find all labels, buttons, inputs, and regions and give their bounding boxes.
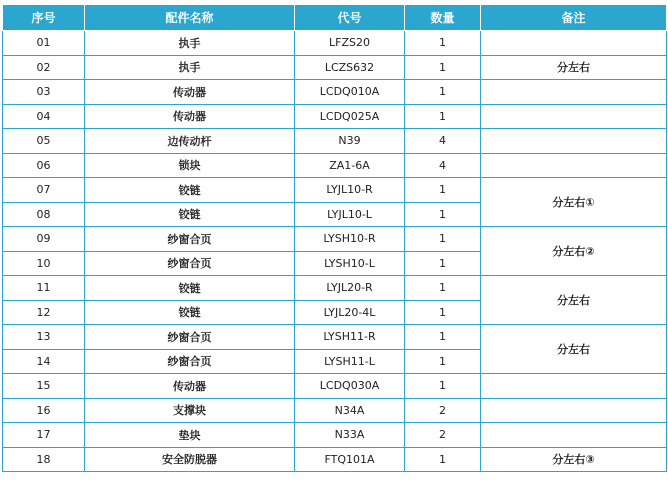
remark-cell xyxy=(481,129,667,154)
part-quantity: 1 xyxy=(405,178,481,203)
part-code: LYSH11-R xyxy=(295,325,405,350)
row-number: 15 xyxy=(3,374,85,399)
table-row xyxy=(3,31,667,56)
part-quantity: 1 xyxy=(405,325,481,350)
part-quantity: 2 xyxy=(405,423,481,448)
table-row xyxy=(3,178,667,203)
part-quantity: 4 xyxy=(405,129,481,154)
part-name: 铰链 xyxy=(85,202,295,227)
part-code: N33A xyxy=(295,423,405,448)
part-name: 传动器 xyxy=(85,104,295,129)
parts-table xyxy=(2,4,667,472)
row-number: 18 xyxy=(3,447,85,472)
part-name: 纱窗合页 xyxy=(85,227,295,252)
row-number: 08 xyxy=(3,202,85,227)
part-name: 铰链 xyxy=(85,300,295,325)
part-name: 传动器 xyxy=(85,80,295,105)
row-number: 10 xyxy=(3,251,85,276)
table-row xyxy=(3,104,667,129)
row-number: 01 xyxy=(3,31,85,56)
row-number: 04 xyxy=(3,104,85,129)
table-row xyxy=(3,447,667,472)
part-code: LYJL20-R xyxy=(295,276,405,301)
table-row xyxy=(3,153,667,178)
part-name: 铰链 xyxy=(85,276,295,301)
row-number: 07 xyxy=(3,178,85,203)
remark-cell xyxy=(481,104,667,129)
row-number: 13 xyxy=(3,325,85,350)
remark-cell xyxy=(481,374,667,399)
part-name: 支撑块 xyxy=(85,398,295,423)
part-quantity: 1 xyxy=(405,349,481,374)
part-name: 纱窗合页 xyxy=(85,325,295,350)
row-number: 14 xyxy=(3,349,85,374)
table-body xyxy=(3,31,667,472)
part-name: 锁块 xyxy=(85,153,295,178)
part-name: 安全防脱器 xyxy=(85,447,295,472)
part-quantity: 1 xyxy=(405,447,481,472)
row-number: 17 xyxy=(3,423,85,448)
table-row xyxy=(3,129,667,154)
part-name: 纱窗合页 xyxy=(85,349,295,374)
remark-cell: 分左右 xyxy=(481,325,667,374)
part-name: 纱窗合页 xyxy=(85,251,295,276)
table-row xyxy=(3,423,667,448)
part-code: LCZS632 xyxy=(295,55,405,80)
part-code: LCDQ010A xyxy=(295,80,405,105)
part-code: LYSH11-L xyxy=(295,349,405,374)
remark-cell: 分左右 xyxy=(481,276,667,325)
remark-cell: 分左右① xyxy=(481,178,667,227)
row-number: 16 xyxy=(3,398,85,423)
part-name: 传动器 xyxy=(85,374,295,399)
table-row xyxy=(3,55,667,80)
part-code: LYSH10-R xyxy=(295,227,405,252)
table-row xyxy=(3,227,667,252)
part-code: FTQ101A xyxy=(295,447,405,472)
row-number: 03 xyxy=(3,80,85,105)
part-quantity: 1 xyxy=(405,202,481,227)
remark-cell xyxy=(481,398,667,423)
remark-cell xyxy=(481,153,667,178)
remark-cell: 分左右 xyxy=(481,55,667,80)
part-name: 执手 xyxy=(85,31,295,56)
part-quantity: 1 xyxy=(405,104,481,129)
part-code: ZA1-6A xyxy=(295,153,405,178)
part-quantity: 1 xyxy=(405,31,481,56)
row-number: 02 xyxy=(3,55,85,80)
part-code: LYJL10-L xyxy=(295,202,405,227)
part-quantity: 2 xyxy=(405,398,481,423)
part-name: 垫块 xyxy=(85,423,295,448)
table-row xyxy=(3,325,667,350)
part-quantity: 1 xyxy=(405,227,481,252)
part-code: N34A xyxy=(295,398,405,423)
part-code: LYJL20-4L xyxy=(295,300,405,325)
part-name: 铰链 xyxy=(85,178,295,203)
part-quantity: 1 xyxy=(405,251,481,276)
part-quantity: 1 xyxy=(405,80,481,105)
row-number: 05 xyxy=(3,129,85,154)
header-remark: 备注 xyxy=(481,5,667,31)
part-code: N39 xyxy=(295,129,405,154)
remark-cell: 分左右② xyxy=(481,227,667,276)
part-code: LYSH10-L xyxy=(295,251,405,276)
row-number: 09 xyxy=(3,227,85,252)
header-no: 序号 xyxy=(3,5,85,31)
table-row xyxy=(3,374,667,399)
part-quantity: 1 xyxy=(405,55,481,80)
table-row xyxy=(3,276,667,301)
part-code: LCDQ030A xyxy=(295,374,405,399)
row-number: 11 xyxy=(3,276,85,301)
part-quantity: 4 xyxy=(405,153,481,178)
row-number: 12 xyxy=(3,300,85,325)
header-name: 配件名称 xyxy=(85,5,295,31)
header-row xyxy=(3,5,667,31)
part-name: 边传动杆 xyxy=(85,129,295,154)
part-code: LFZS20 xyxy=(295,31,405,56)
part-quantity: 1 xyxy=(405,276,481,301)
part-quantity: 1 xyxy=(405,300,481,325)
part-name: 执手 xyxy=(85,55,295,80)
remark-cell: 分左右③ xyxy=(481,447,667,472)
remark-cell xyxy=(481,31,667,56)
part-quantity: 1 xyxy=(405,374,481,399)
table-row xyxy=(3,80,667,105)
header-code: 代号 xyxy=(295,5,405,31)
table-row xyxy=(3,398,667,423)
remark-cell xyxy=(481,423,667,448)
part-code: LCDQ025A xyxy=(295,104,405,129)
header-qty: 数量 xyxy=(405,5,481,31)
part-code: LYJL10-R xyxy=(295,178,405,203)
row-number: 06 xyxy=(3,153,85,178)
remark-cell xyxy=(481,80,667,105)
